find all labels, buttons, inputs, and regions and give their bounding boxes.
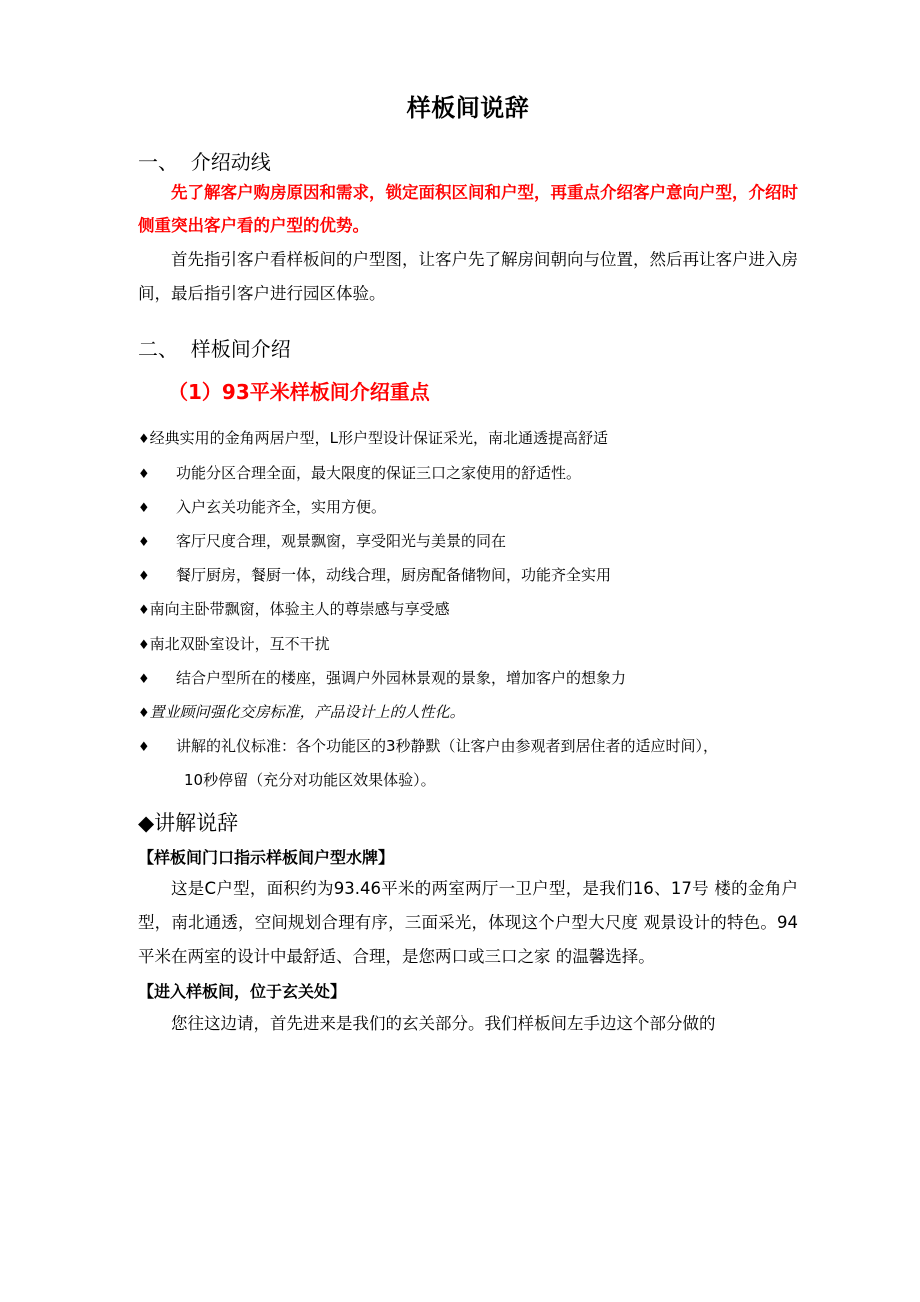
- diamond-bullet-icon: ♦: [138, 432, 150, 448]
- feature-bullet-item: [138, 421, 798, 455]
- feature-bullet-label: 讲解的礼仪标准：各个功能区的3秒静默（让客户由参观者到居住者的适应时间），: [176, 737, 719, 756]
- feature-bullet-item: [138, 558, 798, 592]
- speech-script-heading: ◆讲解说辞: [138, 811, 239, 836]
- feature-bullet-item: [138, 456, 798, 490]
- diamond-bullet-icon: ♦: [138, 466, 150, 482]
- feature-bullet-item: [138, 661, 798, 695]
- section-heading-one: 一、 介绍动线: [138, 149, 271, 174]
- feature-bullet-item: [138, 490, 798, 524]
- diamond-bullet-icon: ♦: [138, 740, 150, 756]
- diamond-bullet-icon: ♦: [138, 705, 150, 721]
- speech-block-title: 【样板间门口指示样板间户型水牌】: [138, 847, 395, 867]
- feature-bullet-label: 功能分区合理全面，最大限度的保证三口之家使用的舒适性。: [176, 463, 582, 482]
- feature-bullet-item: [138, 729, 798, 763]
- speech-block-title: 【进入样板间，位于玄关处】: [138, 982, 347, 1002]
- feature-bullet-list: [138, 407, 798, 797]
- diamond-bullet-icon: ♦: [138, 671, 150, 687]
- feature-bullet-label: 客厅尺度合理，观景飘窗，享受阳光与美景的同在: [176, 531, 507, 550]
- section-one-red-note: 先了解客户购房原因和需求，锁定面积区间和户型，再重点介绍客户意向户型，介绍时侧重突出客户看的户型的优势。: [138, 182, 798, 236]
- speech-block-body: 您往这边请，首先进来是我们的玄关部分。我们样板间左手边这个部分做的: [171, 1014, 716, 1034]
- page-title: 样板间说辞: [406, 94, 530, 122]
- feature-bullet-label: 入户玄关功能齐全，实用方便。: [176, 497, 387, 516]
- feature-bullet-item: [138, 592, 798, 626]
- feature-bullet-label: 结合户型所在的楼座，强调户外园林景观的景象，增加客户的想象力: [176, 668, 627, 687]
- page-content: [138, 0, 798, 1041]
- diamond-bullet-icon: ♦: [138, 500, 150, 516]
- section-heading-two: 二、 样板间介绍: [138, 337, 291, 362]
- speech-block-list: [138, 839, 798, 1041]
- feature-bullet-label: 餐厅厨房，餐厨一体，动线合理，厨房配备储物间，功能齐全实用: [176, 566, 612, 585]
- feature-bullet-item: [138, 627, 798, 661]
- feature-bullet-label: 南向主卧带飘窗，体验主人的尊崇感与享受感: [149, 600, 450, 619]
- sub-heading-93sqm: （1）93平米样板间介绍重点: [168, 380, 430, 405]
- feature-bullet-label: 置业顾问强化交房标准，产品设计上的人性化。: [149, 702, 465, 721]
- feature-bullet-label: 南北双卧室设计，互不干扰: [149, 634, 330, 653]
- diamond-bullet-icon: ♦: [138, 637, 150, 653]
- section-one-paragraph: 首先指引客户看样板间的户型图，让客户先了解房间朝向与位置，然后再让客户进入房间，最后指引客户进行园区体验。: [138, 250, 798, 303]
- feature-bullet-item: [138, 695, 798, 729]
- diamond-bullet-icon: ♦: [138, 569, 150, 585]
- feature-bullet-item: [138, 524, 798, 558]
- speech-block-body: 这是C户型，面积约为93.46平米的两室两厅一卫户型，是我们16、17号 楼的金角户型，南北通透，空间规划合理有序，三面采光，体现这个户型大尺度 观景设计的特色。94平米在两室的设计中最舒适、合理，是您两口或三口之家 的温馨选择。: [138, 879, 798, 966]
- feature-bullet-label: 经典实用的金角两居户型，L形户型设计保证采光，南北通透提高舒适: [149, 429, 609, 448]
- diamond-bullet-icon: ♦: [138, 534, 150, 550]
- diamond-bullet-icon: ♦: [138, 603, 150, 619]
- feature-bullet-continuation: 10秒停留（充分对功能区效果体验）。: [184, 771, 436, 790]
